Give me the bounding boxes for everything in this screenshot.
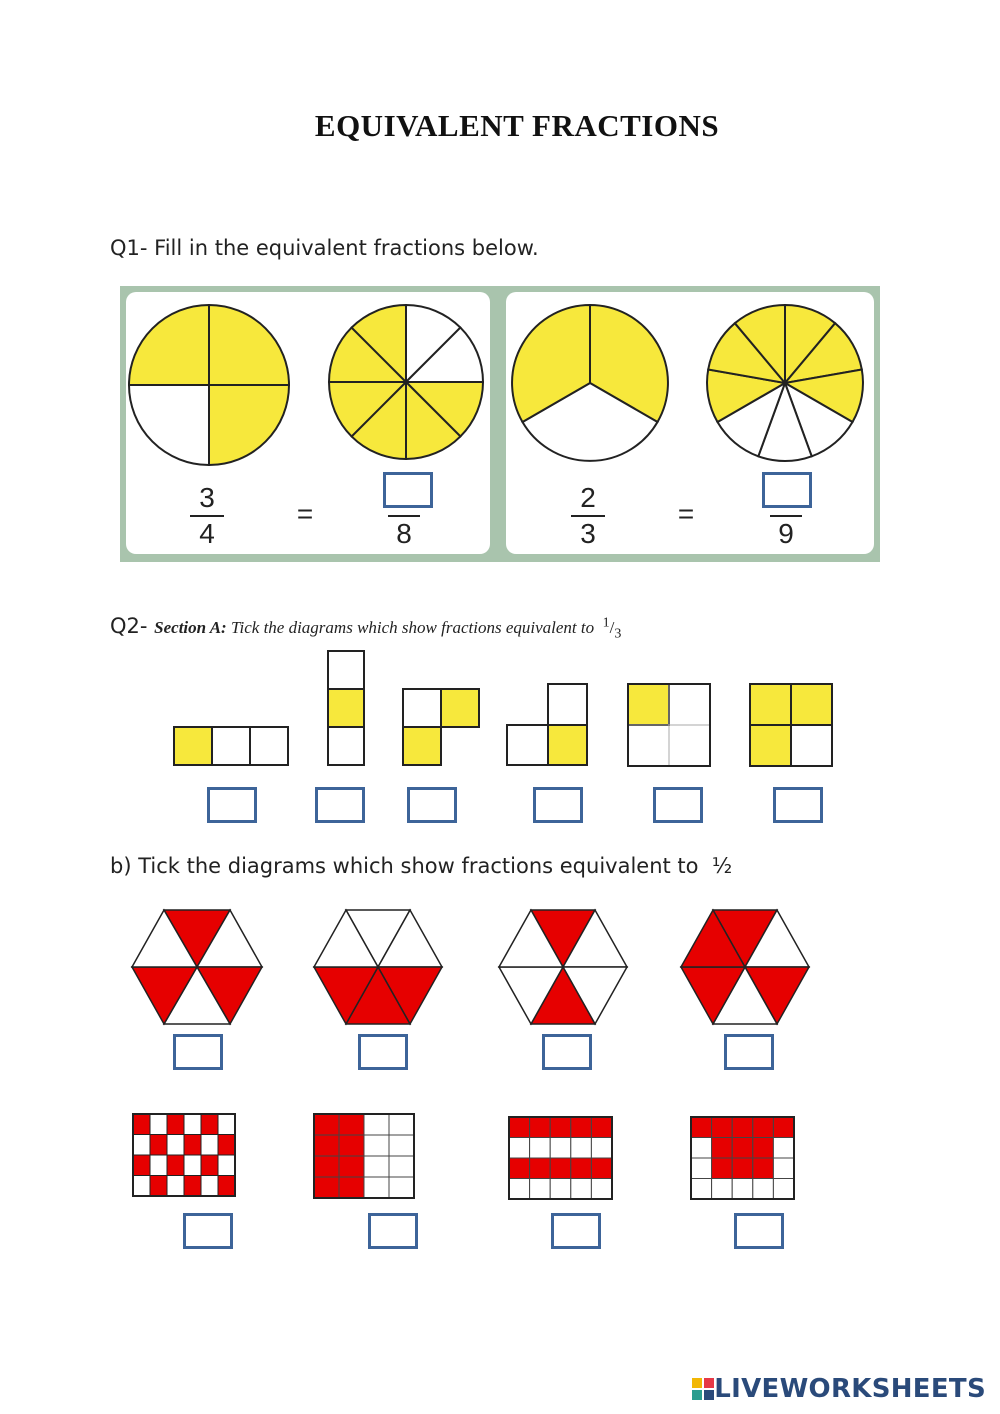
q1-den-2: 3 — [580, 518, 596, 549]
grid-cell — [773, 1179, 794, 1200]
grid-cell — [133, 1135, 150, 1156]
grid-cell — [550, 1138, 571, 1159]
grid-cell — [530, 1117, 551, 1138]
grid-cell — [314, 1156, 339, 1177]
grid-cell — [753, 1179, 774, 1200]
grid-cell — [591, 1158, 612, 1179]
grid-cell — [732, 1138, 753, 1159]
q2b-hex-checkbox-2[interactable] — [358, 1034, 408, 1070]
grid-cell — [571, 1179, 592, 1200]
q2b-hex-checkbox-3[interactable] — [542, 1034, 592, 1070]
q2b-hex-checkbox-4[interactable] — [724, 1034, 774, 1070]
grid-cell — [732, 1158, 753, 1179]
grid-cell — [530, 1179, 551, 1200]
grid-cell — [732, 1179, 753, 1200]
q2b-grid-checkbox-3[interactable] — [551, 1213, 601, 1249]
grid-cell — [133, 1114, 150, 1135]
grid-cell — [389, 1156, 414, 1177]
page-title: EQUIVALENT FRACTIONS — [314, 108, 720, 143]
q2-fraction-den: 3 — [614, 626, 622, 642]
hexagon-1 — [132, 910, 262, 1024]
grid-cell — [167, 1135, 184, 1156]
q1-answer-den-1: 8 — [396, 518, 412, 549]
grid-cell — [150, 1176, 167, 1197]
grid-cell — [184, 1135, 201, 1156]
grid-cell — [773, 1138, 794, 1159]
q1-num-1: 3 — [199, 482, 215, 513]
grid-cell — [571, 1138, 592, 1159]
grid-t-shape — [691, 1117, 794, 1199]
q2-prefix: Q2- — [110, 614, 148, 638]
q2b-grid-checkbox-2[interactable] — [368, 1213, 418, 1249]
q1-answer-den-2: 9 — [778, 518, 794, 549]
grid-checkerboard — [133, 1114, 235, 1196]
grid-cell — [389, 1135, 414, 1156]
grid-cell — [753, 1138, 774, 1159]
q1-prefix: Q1- — [110, 236, 148, 260]
grid-cell — [571, 1117, 592, 1138]
grid-cell — [530, 1158, 551, 1179]
q2-fraction-num: 1 — [602, 615, 610, 631]
grid-cell — [150, 1135, 167, 1156]
q2-section-text: Tick the diagrams which show fractions equivalent to — [230, 618, 595, 637]
grid-cell — [691, 1138, 712, 1159]
grid-cell — [691, 1158, 712, 1179]
q1-instruction: Fill in the equivalent fractions below. — [154, 236, 539, 260]
q1-equals-2: = — [677, 498, 695, 529]
grid-cell — [150, 1114, 167, 1135]
q1-num-2: 2 — [580, 482, 596, 513]
grid-cell — [167, 1176, 184, 1197]
grid-cell — [218, 1135, 235, 1156]
grid-cell — [753, 1158, 774, 1179]
q2-section-label: Section A: — [154, 618, 227, 637]
grid-cell — [591, 1117, 612, 1138]
grid-cell — [364, 1177, 389, 1198]
grid-cell — [184, 1176, 201, 1197]
grid-cell — [184, 1114, 201, 1135]
grid-cell — [550, 1158, 571, 1179]
grid-cell — [201, 1114, 218, 1135]
grid-cell — [691, 1179, 712, 1200]
hexagon-4 — [681, 910, 809, 1024]
brand-name: LIVEWORKSHEETS — [714, 1374, 986, 1404]
hexagon-2 — [314, 910, 442, 1024]
grid-cell — [509, 1179, 530, 1200]
grid-cell — [314, 1114, 339, 1135]
grid-cell — [364, 1156, 389, 1177]
hexagon-3 — [499, 910, 627, 1024]
q1-den-1: 4 — [199, 518, 215, 549]
grid-cell — [167, 1114, 184, 1135]
grid-cell — [591, 1179, 612, 1200]
q2-fraction-sep: / — [609, 618, 615, 637]
grid-stripes — [509, 1117, 612, 1199]
grid-cell — [150, 1155, 167, 1176]
grid-cell — [550, 1117, 571, 1138]
grid-cell — [201, 1176, 218, 1197]
grid-left-half — [314, 1114, 414, 1198]
grid-cell — [550, 1179, 571, 1200]
grid-cell — [339, 1156, 364, 1177]
grid-cell — [218, 1114, 235, 1135]
q2b-hex-checkbox-1[interactable] — [173, 1034, 223, 1070]
grid-cell — [339, 1177, 364, 1198]
grid-cell — [201, 1155, 218, 1176]
grid-cell — [753, 1117, 774, 1138]
grid-cell — [339, 1114, 364, 1135]
grid-cell — [339, 1135, 364, 1156]
grid-cell — [773, 1158, 794, 1179]
grid-cell — [773, 1117, 794, 1138]
q2b-grid-checkbox-4[interactable] — [734, 1213, 784, 1249]
grid-cell — [184, 1155, 201, 1176]
q2b-fraction: ½ — [711, 854, 733, 878]
grid-cell — [133, 1176, 150, 1197]
grid-cell — [712, 1158, 733, 1179]
grid-cell — [167, 1155, 184, 1176]
grid-cell — [364, 1114, 389, 1135]
grid-cell — [509, 1138, 530, 1159]
grid-cell — [591, 1138, 612, 1159]
grid-cell — [389, 1114, 414, 1135]
grid-cell — [201, 1135, 218, 1156]
grid-cell — [712, 1138, 733, 1159]
grid-cell — [691, 1117, 712, 1138]
grid-cell — [571, 1158, 592, 1179]
grid-cell — [314, 1135, 339, 1156]
grid-cell — [133, 1155, 150, 1176]
grid-cell — [218, 1176, 235, 1197]
grid-cell — [732, 1117, 753, 1138]
grid-cell — [509, 1158, 530, 1179]
grid-cell — [530, 1138, 551, 1159]
grid-cell — [218, 1155, 235, 1176]
q2b-instruction: b) Tick the diagrams which show fractions equivalent to — [110, 854, 699, 878]
grid-cell — [314, 1177, 339, 1198]
q2b-grid-checkbox-1[interactable] — [183, 1213, 233, 1249]
grid-cell — [364, 1135, 389, 1156]
liveworksheets-logo-icon — [692, 1378, 714, 1400]
grid-cell — [509, 1117, 530, 1138]
grid-cell — [712, 1179, 733, 1200]
grid-cell — [712, 1117, 733, 1138]
q1-equals-1: = — [296, 498, 314, 529]
grid-cell — [389, 1177, 414, 1198]
